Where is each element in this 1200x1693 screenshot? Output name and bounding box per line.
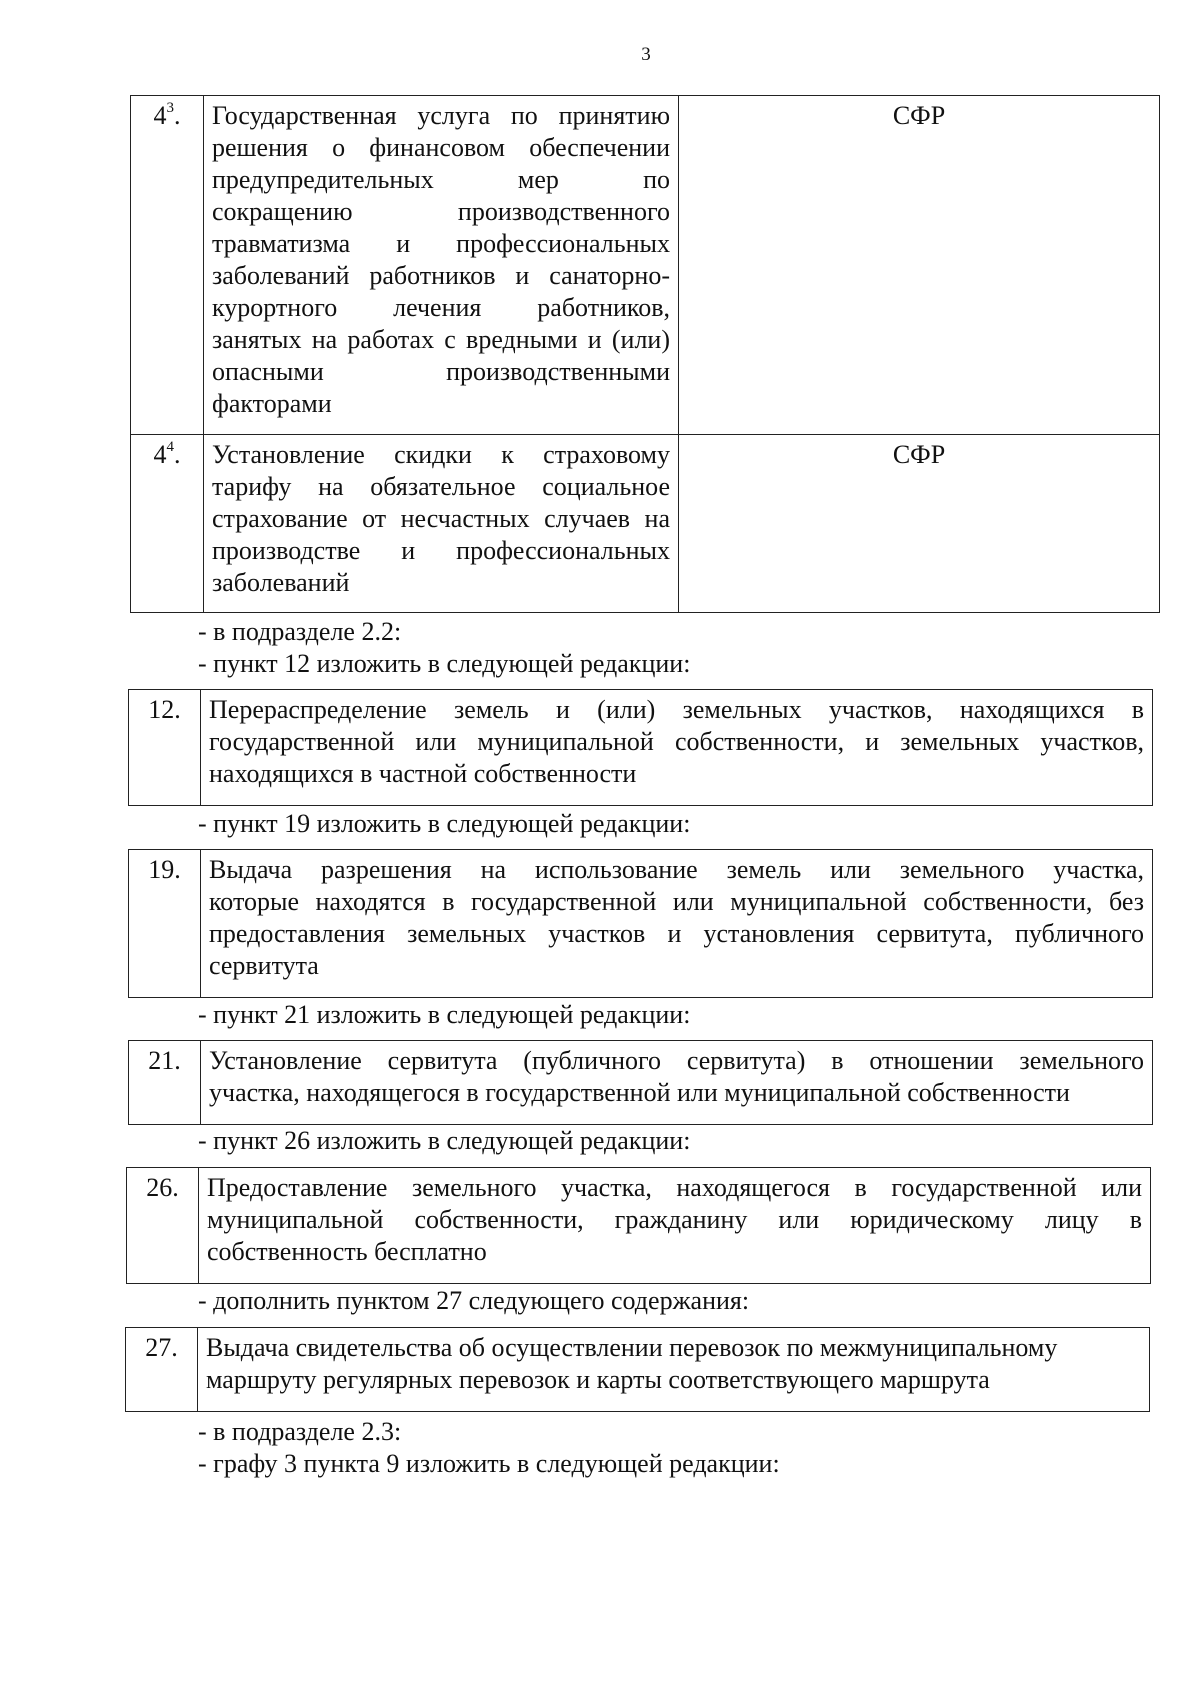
organization-4-4: СФР (679, 435, 1160, 613)
text-line: тарифу на обязательное социальное (212, 472, 670, 501)
text-line: производстве и профессиональных (212, 536, 670, 565)
text-line: курортного лечения работников, (212, 293, 670, 322)
item-text-4-4 (204, 435, 679, 613)
note-item-26: - пункт 26 изложить в следующей редакции: (198, 1126, 691, 1155)
table-row-4-4 (131, 435, 1160, 613)
text-line: государственной или муниципальной собственности, и земельных участков, (209, 727, 1144, 756)
note-item-21: - пункт 21 изложить в следующей редакции: (198, 1000, 691, 1029)
item-number-superscript: 4 (166, 439, 174, 456)
text-line: занятых на работах с вредными и (или) (212, 325, 670, 354)
item-number-19: 19. (129, 850, 201, 998)
item-number-4-3 (131, 96, 204, 435)
item-number-4-4 (131, 435, 204, 613)
text-line: страхование от несчастных случаев на (212, 504, 670, 533)
item-12-table (128, 689, 1153, 806)
text-line: сокращению производственного (212, 197, 670, 226)
table-row-19 (129, 850, 1153, 998)
text-line: Предоставление земельного участка, находящегося в государственной или (207, 1173, 1142, 1202)
note-subsection-2-3: - в подразделе 2.3: (198, 1417, 402, 1446)
item-text-4-3 (204, 96, 679, 435)
item-text-26 (199, 1168, 1151, 1284)
page-number: 3 (641, 44, 651, 65)
table-row-4-3 (131, 96, 1160, 435)
text-line: которые находятся в государственной или муниципальной собственности, без (209, 887, 1144, 916)
item-number-base: 4 (153, 440, 167, 469)
text-line: сервитута (209, 951, 319, 980)
text-line: Государственная услуга по принятию (212, 101, 670, 130)
table-row-12 (129, 690, 1153, 806)
note-item-9: - графу 3 пункта 9 изложить в следующей редакции: (198, 1449, 780, 1478)
text-line: предупредительных мер по (212, 165, 670, 194)
text-line: Перераспределение земель и (или) земельных участков, находящихся в (209, 695, 1144, 724)
note-item-12: - пункт 12 изложить в следующей редакции: (198, 649, 691, 678)
item-26-table (126, 1167, 1151, 1284)
table-row-26 (127, 1168, 1151, 1284)
table-row-21 (129, 1041, 1153, 1125)
organization-4-3: СФР (679, 96, 1160, 435)
item-number-superscript: 3 (166, 100, 174, 117)
text-line: Выдача разрешения на использование земель или земельного участка, (209, 855, 1144, 884)
text-line: заболеваний (212, 568, 350, 597)
text-line: решения о финансовом обеспечении (212, 133, 670, 162)
item-number-21: 21. (129, 1041, 201, 1125)
services-table (130, 95, 1160, 613)
item-text-19 (201, 850, 1153, 998)
text-line: заболеваний работников и санаторно- (212, 261, 670, 290)
item-number-suffix: . (174, 101, 181, 130)
item-text-12 (201, 690, 1153, 806)
text-line: Установление сервитута (публичного сервитута) в отношении земельного (209, 1046, 1144, 1075)
text-line: муниципальной собственности, гражданину или юридическому лицу в (207, 1205, 1142, 1234)
item-27-table (125, 1327, 1150, 1412)
item-number-suffix: . (174, 440, 181, 469)
item-number-12: 12. (129, 690, 201, 806)
item-number-27: 27. (126, 1328, 198, 1412)
item-19-table (128, 849, 1153, 998)
item-text-27 (198, 1328, 1150, 1412)
table-row-27 (126, 1328, 1150, 1412)
text-line: опасными производственными (212, 357, 670, 386)
text-line: участка, находящегося в государственной или муниципальной собственности (209, 1078, 1070, 1107)
item-text-21 (201, 1041, 1153, 1125)
text-line: травматизма и профессиональных (212, 229, 670, 258)
text-line: Выдача свидетельства об осуществлении перевозок по межмуниципальному (206, 1333, 1058, 1362)
note-item-27: - дополнить пунктом 27 следующего содержания: (198, 1286, 750, 1315)
item-number-base: 4 (153, 101, 167, 130)
text-line: находящихся в частной собственности (209, 759, 637, 788)
note-item-19: - пункт 19 изложить в следующей редакции: (198, 809, 691, 838)
item-number-26: 26. (127, 1168, 199, 1284)
text-line: маршруту регулярных перевозок и карты соответствующего маршрута (206, 1365, 990, 1394)
text-line: собственность бесплатно (207, 1237, 487, 1266)
text-line: факторами (212, 389, 332, 418)
item-21-table (128, 1040, 1153, 1125)
text-line: предоставления земельных участков и установления сервитута, публичного (209, 919, 1144, 948)
text-line: Установление скидки к страховому (212, 440, 670, 469)
note-subsection-2-2: - в подразделе 2.2: (198, 617, 402, 646)
